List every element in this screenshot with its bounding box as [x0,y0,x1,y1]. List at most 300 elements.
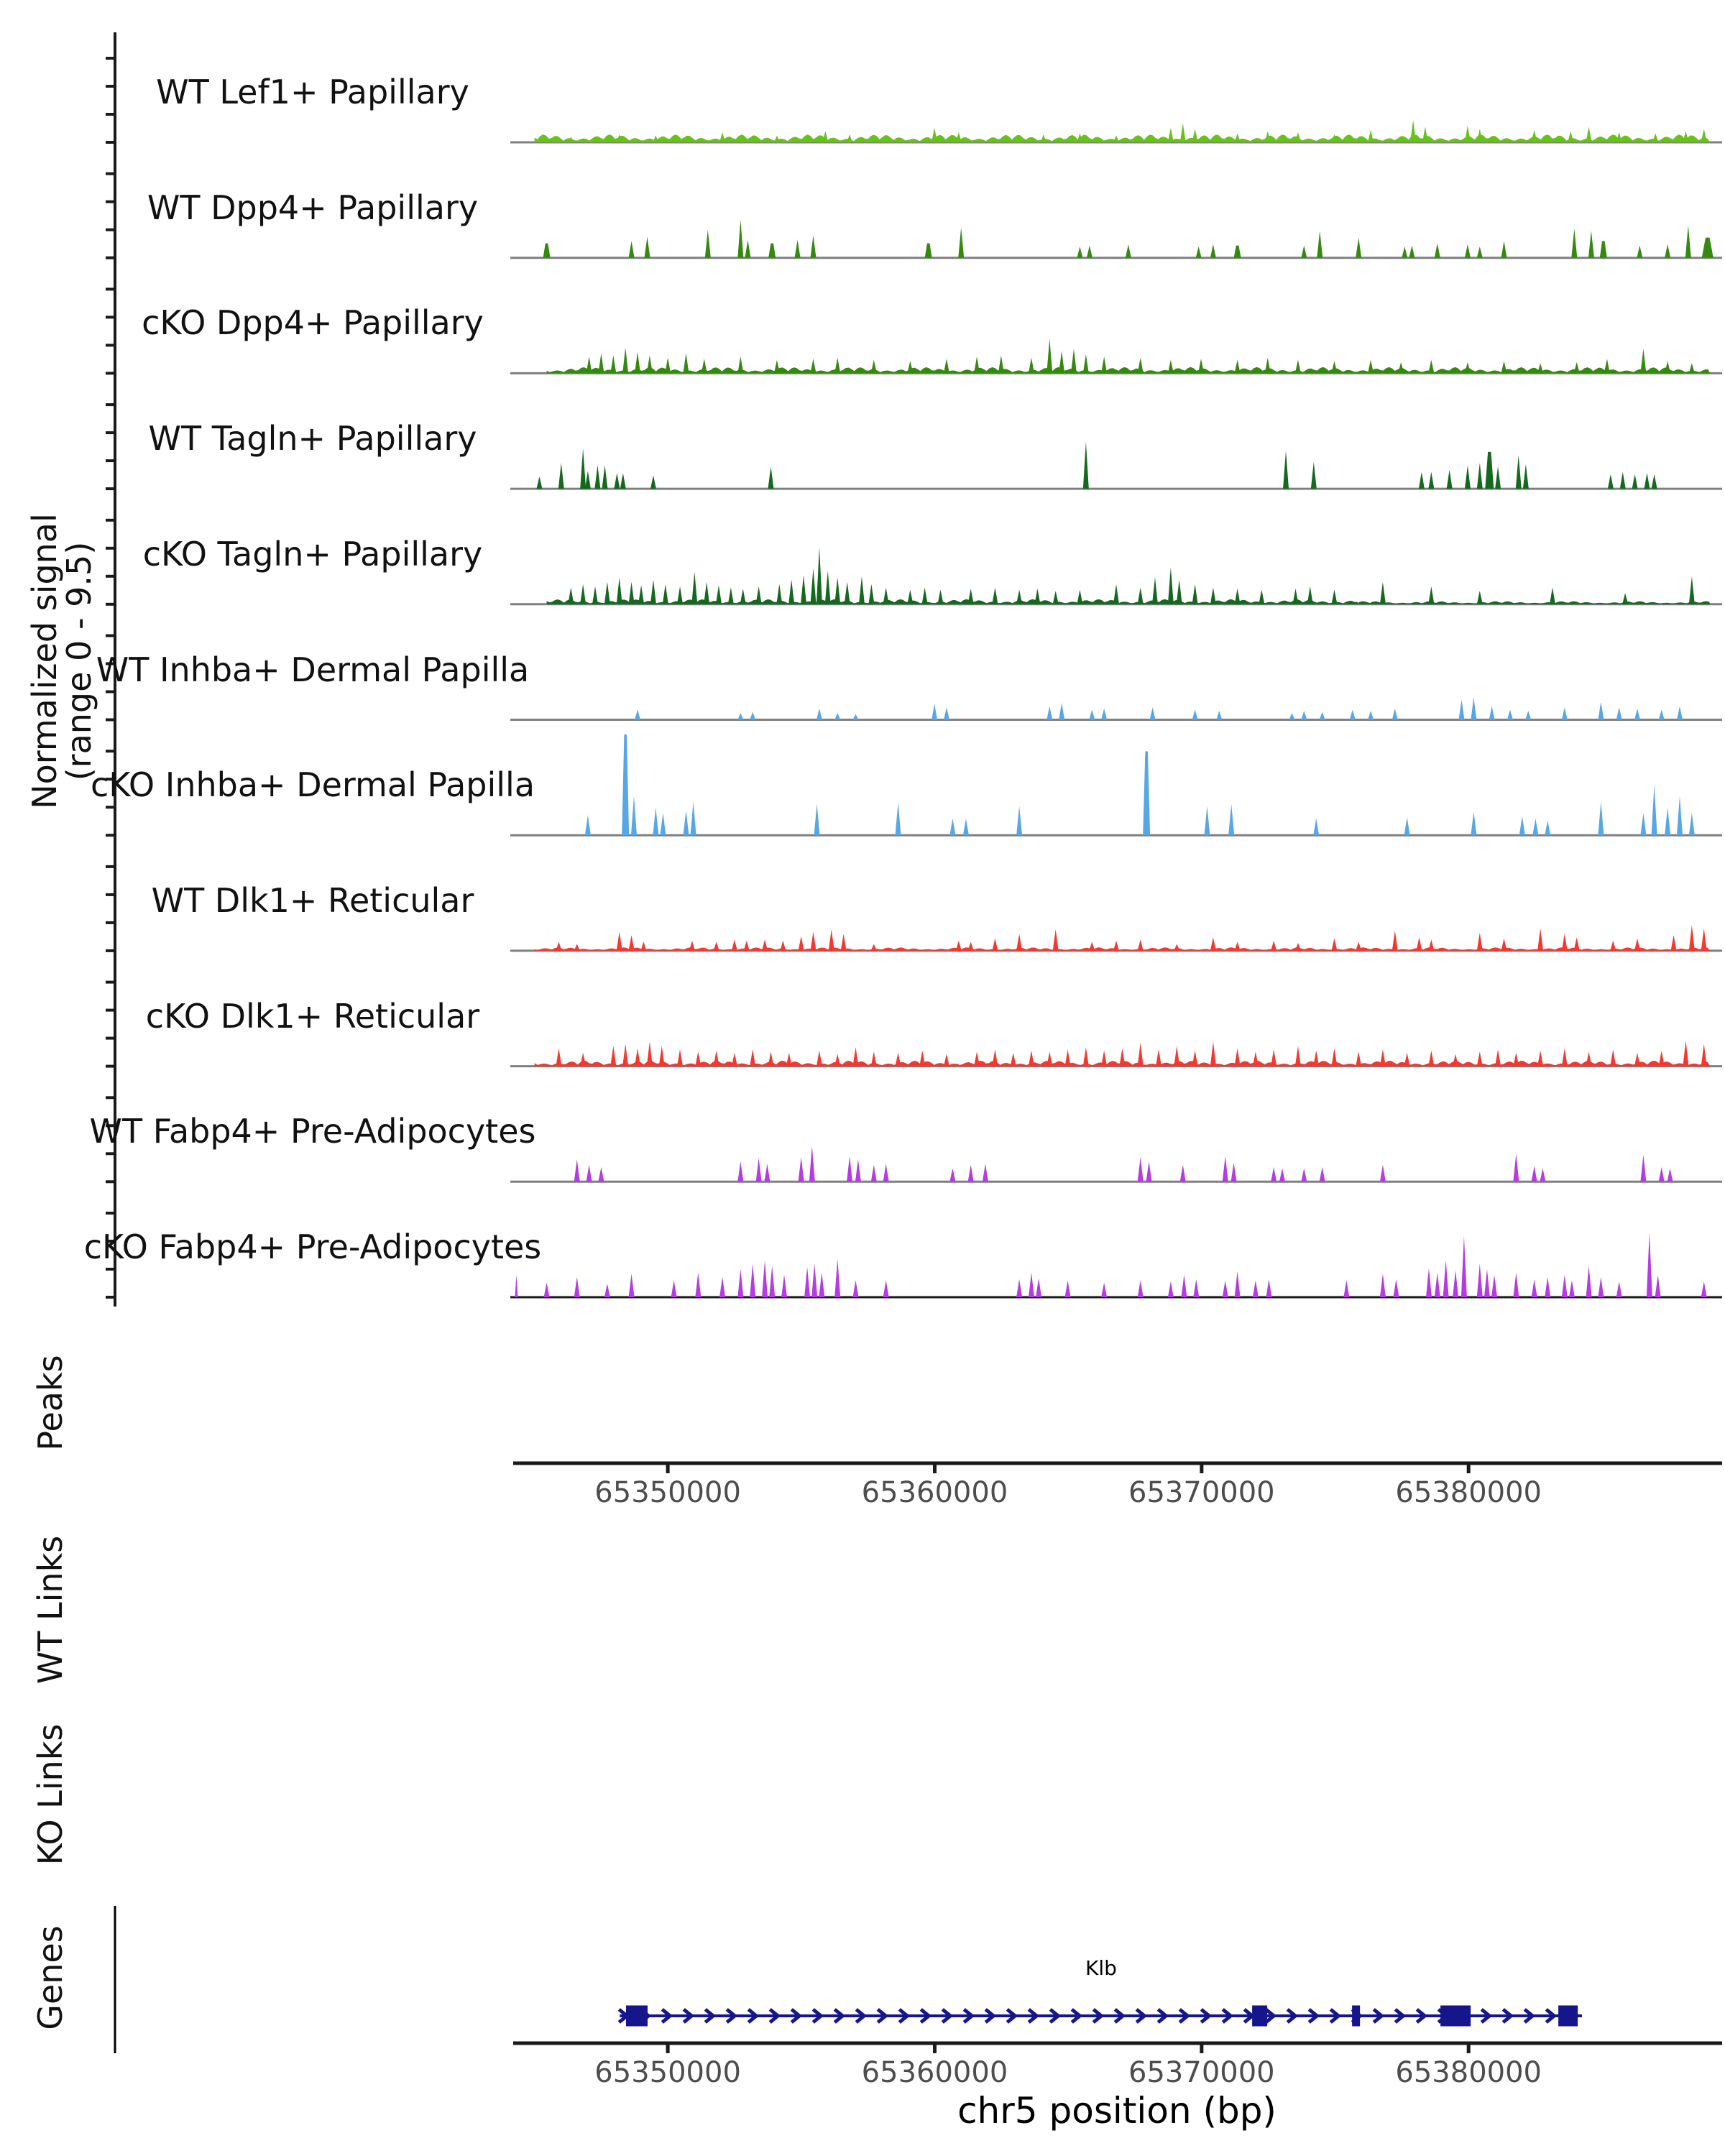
track-signal-peak [1152,577,1158,604]
track-signal-peak [1417,937,1422,951]
track-signal-peak [544,1283,550,1297]
track-signal-peak [598,353,604,373]
track-signal-peak [647,1041,653,1066]
track-signal-peak [907,590,913,604]
track-signal-peak [702,359,707,373]
track-signal-peak [1138,1157,1144,1181]
track-signal-peak [834,577,840,604]
track-signal-peak [944,707,949,719]
section-label-genes: Genes [31,1925,70,2030]
track-signal-peak [847,134,852,142]
track-signal-peak [853,1281,859,1297]
track-signal-peak [1301,711,1307,719]
track-signal-peak [1392,931,1398,951]
track-signal-peak [1016,590,1022,604]
track-signal-peak [932,128,937,142]
track-signal-peak [1016,934,1022,951]
track-signal-peak [799,1157,804,1181]
track-signal-noise [547,367,1711,374]
track-signal-peak [896,803,901,835]
track-signal-peak [1689,813,1695,835]
track-signal-peak [762,1261,768,1297]
track-signal-peak [1484,1269,1490,1297]
track-signal-peak [1604,359,1610,373]
track-signal-peak [992,1049,998,1066]
track-signal-peak [1616,707,1622,719]
track-signal-peak [1516,455,1522,489]
track-signal-peak [795,240,801,258]
track-signal-peak [1659,709,1665,719]
track-signal-peak [1259,590,1264,604]
track-signal-peak [574,1159,580,1181]
track-signal-peak [829,929,834,951]
track-signal-peak [750,1263,755,1297]
track-signal-peak [1101,1283,1107,1297]
track-signal-peak [1235,1271,1241,1297]
track-signal-peak [580,584,586,604]
track-signal-peak [1059,351,1064,373]
x-axis-title: chr5 position (bp) [957,2090,1276,2132]
track-signal-peak [1317,231,1322,257]
track-signal-peak [1501,361,1507,373]
track-signal-peak [1174,1046,1179,1067]
track-signal-peak [1447,470,1453,489]
track-signal-peak [737,220,743,258]
track-signal-peak [1307,586,1313,604]
track-signal-peak [1634,709,1640,720]
track-signal-peak [1586,126,1592,142]
track-signal-peak [1419,472,1425,489]
track-signal-peak [614,473,620,489]
track-signal-peak [1569,1281,1575,1297]
gene-exon [1252,2006,1267,2027]
track-signal-peak [1295,360,1301,374]
track-signal-peak [1113,584,1119,604]
track-signal-peak [1089,709,1095,719]
track-signal-peak [1168,567,1174,604]
track-signal-peak [1180,124,1186,142]
track-signal-peak [737,356,743,373]
track-signal-peak [1036,1279,1041,1297]
track-signal-peak [1193,1279,1199,1297]
track-signal-peak [1634,939,1640,951]
section-label-ko-links: KO Links [31,1723,70,1866]
track-signal-peak [1477,591,1483,604]
track-signal-peak [740,589,746,604]
track-signal-peak [1253,1051,1259,1066]
track-signal-peak [822,131,828,142]
track-signal-peak [1380,1049,1386,1066]
track-signal-peak [691,801,696,835]
track-label: WT Lef1+ Papillary [156,73,469,111]
track-signal-peak [1537,929,1543,951]
track-signal-peak [764,1164,770,1181]
track-signal-peak [1192,709,1198,719]
axis-tick-label: 65360000 [861,1476,1008,1509]
track-label: cKO Tagln+ Papillary [142,534,483,573]
track-signal-peak [845,582,850,604]
track-signal-peak [1689,363,1695,373]
track-signal-peak [695,1273,701,1297]
track-signal-peak [1640,1155,1646,1181]
track-signal-peak [1683,131,1688,142]
track-signal-peak [744,941,750,951]
axis-tick-label: 65350000 [594,2056,741,2089]
track-signal-peak [825,571,831,604]
track-signal-peak [1065,1281,1071,1297]
track-signal-peak [629,241,635,257]
track-signal-peak [1077,590,1082,604]
track-signal-peak [756,586,762,604]
track-signal-peak [1477,247,1483,258]
track-signal-peak [768,1051,773,1066]
track-signal-peak [804,1267,810,1297]
track-signal-peak [1471,811,1476,835]
track-signal-peak [809,1146,815,1181]
track-signal-peak [620,473,626,489]
track-signal-peak [811,359,816,373]
track-signal-peak [1459,699,1465,719]
track-signal-peak [1409,246,1414,258]
track-signal-peak [638,585,644,604]
gene-exon [1440,2006,1471,2027]
track-signal-peak [871,1165,877,1181]
track-signal-peak [671,1281,677,1297]
track-signal-peak [774,136,780,142]
track-signal-peak [1532,1166,1537,1181]
track-signal-peak [919,1051,925,1067]
track-signal-peak [677,586,683,604]
track-signal-peak [1659,1167,1665,1181]
track-signal-peak [1289,713,1294,719]
track-signal-peak [1295,1046,1301,1067]
track-signal-peak [1571,229,1577,258]
track-signal-peak [1266,1279,1271,1297]
track-signal-peak [768,243,776,257]
track-signal-peak [1320,1167,1325,1181]
track-signal-peak [776,584,782,604]
track-signal-peak [737,713,743,719]
track-signal-peak [737,1161,743,1181]
track-signal-peak [732,1053,737,1067]
track-signal-peak [1701,1044,1707,1066]
track-signal-peak [1119,1049,1125,1067]
track-signal-peak [1293,589,1299,604]
track-signal-peak [1574,937,1580,951]
track-signal-peak [868,584,874,604]
track-signal-peak [1083,354,1089,373]
track-signal-peak [719,1277,725,1297]
track-signal-peak [1138,1043,1144,1067]
track-signal-peak [811,1263,817,1297]
track-signal-peak [1489,706,1495,720]
track-signal-peak [1016,806,1022,836]
track-label: cKO Inhba+ Dermal Papilla [90,765,535,805]
track-signal-peak [1652,785,1657,835]
track-signal-peak [1600,241,1607,257]
track-signal-peak [1422,126,1428,142]
track-signal-peak [689,941,695,951]
track-signal-peak [1138,939,1144,951]
track-signal-peak [574,944,580,951]
track-signal-peak [635,1049,640,1067]
track-signal-peak [602,465,608,489]
track-signal-peak [659,1046,665,1067]
track-signal-peak [719,132,725,142]
track-signal-peak [629,1273,635,1297]
track-signal-peak [647,355,653,373]
track-signal-peak [1701,1281,1707,1297]
track-signal-peak [629,935,635,951]
track-signal-peak [1235,134,1241,142]
track-signal-peak [1671,935,1677,951]
track-signal-peak [1519,816,1525,835]
track-signal-peak [1485,452,1494,489]
track-signal-peak [968,589,974,604]
track-signal-peak [556,941,561,950]
track-signal-peak [819,1273,824,1297]
track-signal-peak [1453,1271,1458,1297]
track-signal-peak [1608,474,1614,489]
track-signal-peak [750,712,755,720]
track-signal-peak [653,136,658,142]
track-signal-peak [1192,129,1198,142]
track-signal-peak [1271,1167,1276,1181]
track-signal-peak [1368,130,1374,142]
track-signal-peak [1620,472,1626,489]
track-signal-peak [811,568,816,604]
track-signal-peak [1404,817,1410,835]
track-signal-peak [756,1158,762,1182]
track-signal-peak [714,1051,719,1067]
track-signal-peak [568,587,574,604]
track-signal-peak [1588,231,1594,257]
track-signal-peak [1356,941,1361,950]
track-signal-peak [1435,1273,1440,1297]
track-signal-peak [580,1053,586,1067]
track-signal-peak [580,448,586,489]
track-signal-peak [536,476,542,489]
track-signal-peak [695,1051,701,1066]
track-signal-peak [1053,929,1059,951]
track-signal-peak [617,577,622,604]
track-signal-peak [1210,937,1216,951]
track-signal-peak [1501,241,1507,257]
track-signal-peak [592,586,598,604]
track-signal-peak [853,1047,859,1066]
track-signal-peak [705,230,711,258]
track-signal-peak [1428,939,1434,951]
track-signal-peak [610,1046,616,1067]
track-signal-peak [1234,246,1241,258]
track-signal-peak [1550,587,1555,604]
track-signal-peak [834,1259,840,1297]
track-signal-peak [1465,465,1471,489]
track-signal-peak [907,361,913,373]
track-signal-peak [834,1054,840,1066]
gene-exon [626,2006,648,2027]
track-signal-peak [788,580,794,604]
track-signal-peak [1113,136,1119,142]
track-signal-peak [1380,1165,1386,1181]
track-signal-peak [1647,1233,1652,1297]
track-signal-peak [1665,244,1670,258]
track-signal-peak [871,360,877,374]
track-signal-peak [922,587,928,604]
track-signal-peak [1146,1161,1152,1181]
gene-exon [1352,2006,1360,2027]
track-signal-peak [1428,472,1434,489]
track-signal-peak [1426,1268,1432,1297]
track-signal-peak [704,582,709,604]
track-signal-peak [622,348,628,374]
track-signal-peak [1525,711,1531,719]
track-signal-peak [585,815,591,835]
track-signal-peak [855,1159,861,1181]
track-signal-peak [1428,586,1434,604]
track-signal-peak [1586,1266,1592,1297]
track-signal-peak [1046,1051,1052,1066]
track-signal-peak [645,236,650,258]
axis-tick-label: 65380000 [1395,2056,1542,2089]
track-signal-peak [1265,358,1271,374]
track-signal-peak [1443,1261,1449,1297]
track-signal-peak [1689,925,1695,951]
track-signal-peak [1689,576,1695,604]
track-signal-peak [586,356,592,373]
track-signal-peak [944,359,949,373]
track-signal-peak [780,941,786,951]
track-signal-peak [1210,244,1216,258]
track-signal-peak [610,355,616,373]
track-signal-peak [1562,1275,1568,1297]
track-signal-peak [956,941,962,951]
track-signal-peak [728,587,734,604]
track-label: WT Fabp4+ Pre-Adipocytes [89,1112,536,1151]
track-signal-peak [1368,360,1374,374]
track-signal-peak [814,804,820,836]
track-signal-peak [1368,711,1374,719]
track-signal-peak [1652,474,1657,489]
track-signal-peak [1477,1051,1483,1066]
track-signal-peak [998,355,1004,373]
track-signal-peak [1331,590,1337,604]
section-label-wt-links: WT Links [31,1535,70,1685]
track-signal-peak [1223,1281,1228,1297]
track-signal-peak [1598,1277,1604,1297]
track-signal-peak [1380,582,1386,604]
track-signal-peak [622,734,629,835]
track-signal-peak [781,1275,787,1297]
track-signal-peak [737,1269,743,1297]
track-signal-peak [1640,813,1646,835]
track-signal-peak [1568,131,1573,142]
track-signal-peak [841,934,847,951]
track-signal-peak [635,709,640,719]
track-signal-peak [834,358,840,374]
track-signal-peak [1477,933,1483,951]
track-signal-peak [683,811,689,835]
track-signal-peak [774,360,780,374]
track-signal-peak [1610,941,1616,951]
track-signal-peak [1477,1263,1483,1297]
track-signal-peak [1562,1049,1568,1067]
track-signal-peak [992,587,998,604]
track-signal-peak [1668,1169,1673,1182]
track-signal-peak [1677,706,1683,720]
track-signal-peak [896,1053,901,1067]
gene-exon [1558,2006,1578,2027]
axis-tick-label: 65350000 [594,1476,741,1509]
track-signal-peak [1513,1273,1519,1297]
track-signal-peak [732,939,737,951]
track-signal-peak [1029,1051,1034,1067]
track-signal-peak [956,132,962,142]
track-signal-peak [1562,934,1568,951]
track-signal-peak [974,356,980,373]
track-signal-peak [1235,589,1241,604]
track-signal-peak [1216,711,1222,719]
track-signal-peak [1507,709,1513,719]
track-signal-peak [1702,238,1714,258]
track-signal-peak [543,243,551,257]
axis-tick-label: 65370000 [1128,1476,1275,1509]
track-label: cKO Dpp4+ Papillary [142,303,484,343]
track-signal-peak [762,939,768,951]
track-label: cKO Fabp4+ Pre-Adipocytes [83,1227,542,1266]
track-signal-peak [1350,709,1356,719]
track-signal-peak [958,228,964,258]
track-signal-peak [585,471,591,489]
track-signal-peak [1402,247,1407,258]
track-label: WT Dlk1+ Reticular [151,880,474,920]
track-signal-peak [974,1051,980,1066]
track-signal-peak [1071,349,1077,373]
track-signal-peak [1168,1281,1174,1297]
track-signal-peak [811,236,816,258]
track-signal-peak [1253,1281,1259,1297]
track-signal-peak [650,580,656,604]
track-signal-peak [1471,697,1476,719]
track-signal-peak [660,813,666,835]
track-signal-peak [1034,589,1040,604]
track-signal-peak [629,582,635,604]
track-signal-peak [968,1165,974,1181]
track-signal-peak [665,358,671,374]
track-signal-peak [1046,706,1052,720]
track-signal-peak [1465,244,1471,258]
track-signal-peak [1453,1054,1458,1066]
track-signal-peak [1545,1277,1550,1297]
track-signal-peak [640,941,646,950]
track-signal-peak [1616,1281,1622,1297]
section-label-peaks: Peaks [31,1355,70,1451]
track-signal-peak [1053,591,1059,604]
track-signal-peak [1313,1051,1319,1067]
track-signal-peak [716,585,722,604]
track-signal-peak [750,1049,755,1066]
track-signal-peak [1181,1275,1187,1297]
track-signal-peak [1598,702,1604,720]
track-signal-peak [1177,580,1182,604]
track-signal-peak [1083,442,1089,489]
track-signal-peak [1210,587,1216,604]
track-signal-peak [598,1167,604,1181]
track-signal-peak [1180,1165,1186,1181]
track-signal-peak [1665,361,1670,373]
track-signal-peak [1495,1049,1501,1066]
track-signal-peak [1313,819,1319,835]
